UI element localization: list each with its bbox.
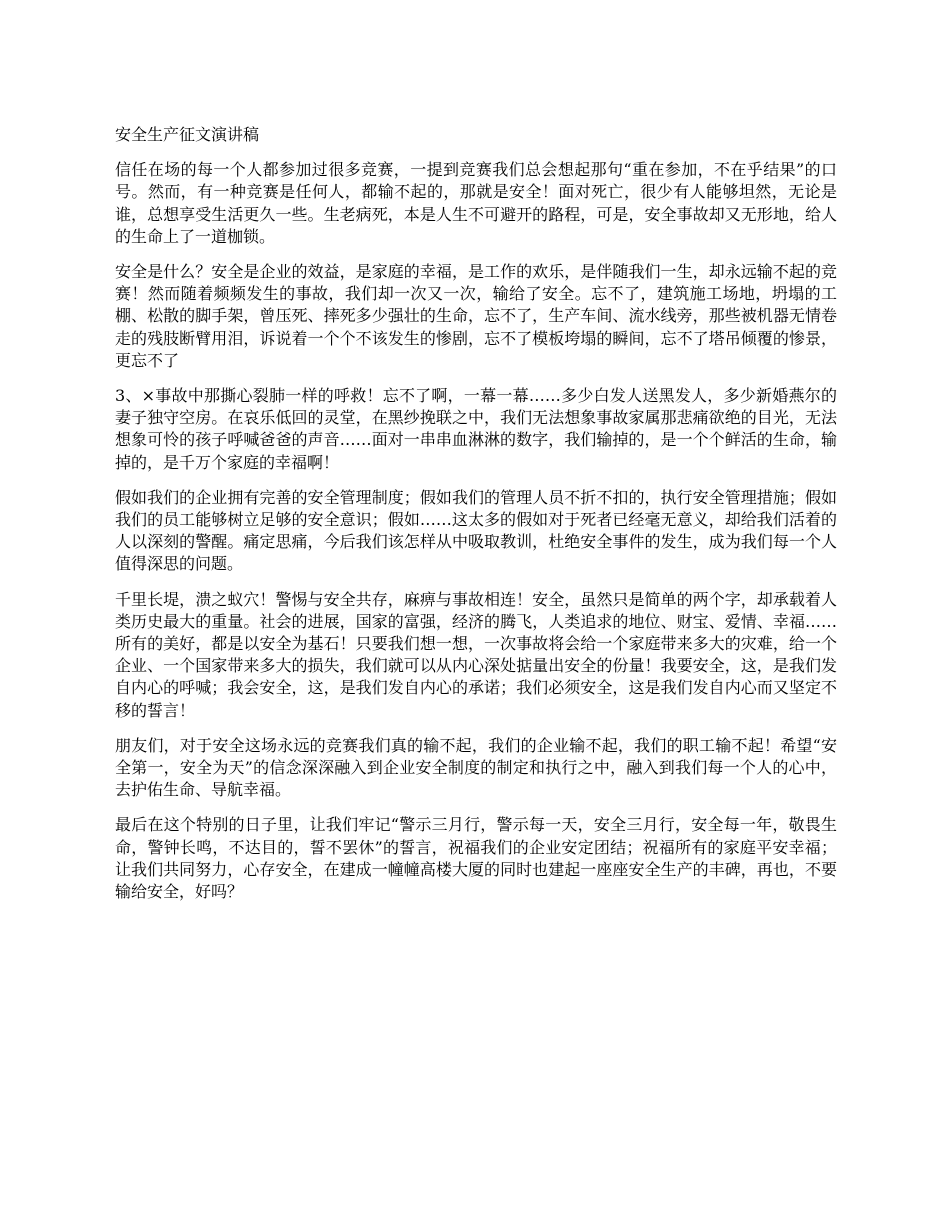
document-title: 安全生产征文演讲稿 bbox=[115, 125, 260, 144]
paragraph-2: 安全是什么？安全是企业的效益，是家庭的幸福，是工作的欢乐，是伴随我们一生，却永远输不起的竞赛！然而随着频频发生的事故，我们却一次又一次，输给了安全。忘不了，建筑施工场地，坍塌的工棚、松散的脚手架，曾压死、摔死多少强壮的生命，忘不了，生产车间、流水线旁，那些被机器无情卷走的残肢断臂用泪，诉说着一个个不该发生的惨剧，忘不了模板垮塌的瞬间，忘不了塔吊倾覆的惨景，更忘不了 bbox=[115, 262, 837, 370]
paragraph-4: 假如我们的企业拥有完善的安全管理制度；假如我们的管理人员不折不扣的，执行安全管理措施；假如我们的员工能够树立足够的安全意识；假如……这太多的假如对于死者已经毫无意义，却给我们活着的人以深刻的警醒。痛定思痛，今后我们该怎样从中吸取教训，杜绝安全事件的发生，成为我们每一个人值得深思的问题。 bbox=[115, 487, 837, 574]
document-body bbox=[115, 124, 837, 916]
paragraph-7: 最后在这个特别的日子里，让我们牢记“警示三月行，警示每一天，安全三月行，安全每一年，敬畏生命，警钟长鸣，不达目的，誓不罢休”的誓言，祝福我们的企业安定团结；祝福所有的家庭平安幸福；让我们共同努力，心存安全，在建成一幢幢高楼大厦的同时也建起一座座安全生产的丰碑，再也，不要输给安全，好吗？ bbox=[115, 815, 837, 902]
paragraph-5: 千里长堤，溃之蚁穴！警惕与安全共存，麻痹与事故相连！安全，虽然只是简单的两个字，却承载着人类历史最大的重量。社会的进展，国家的富强，经济的腾飞，人类追求的地位、财宝、爱情、幸福……所有的美好，都是以安全为基石！只要我们想一想，一次事故将会给一个家庭带来多大的灾难，给一个企业、一个国家带来多大的损失，我们就可以从内心深处掂量出安全的份量！我要安全，这，是我们发自内心的呼喊；我会安全，这，是我们发自内心的承诺；我们必须安全，这是我们发自内心而又坚定不移的誓言！ bbox=[115, 589, 837, 720]
paragraph-6: 朋友们，对于安全这场永远的竞赛我们真的输不起，我们的企业输不起，我们的职工输不起！希望“安全第一，安全为天”的信念深深融入到企业安全制度的制定和执行之中，融入到我们每一个人的心中，去护佑生命、导航幸福。 bbox=[115, 735, 837, 800]
paragraph-1: 信任在场的每一个人都参加过很多竞赛，一提到竞赛我们总会想起那句“重在参加，不在乎结果”的口号。然而，有一种竞赛是任何人，都输不起的，那就是安全！面对死亡，很少有人能够坦然，无论是谁，总想享受生活更久一些。生老病死，本是人生不可避开的路程，可是，安全事故却又无形地，给人的生命上了一道枷锁。 bbox=[115, 160, 837, 246]
paragraph-3: 3、×事故中那撕心裂肺一样的呼救！忘不了啊，一幕一幕……多少白发人送黑发人，多少新婚燕尔的妻子独守空房。在哀乐低回的灵堂，在黑纱挽联之中，我们无法想象事故家属那悲痛欲绝的目光，无法想象可怜的孩子呼喊爸爸的声音……面对一串串血淋淋的数字，我们输掉的，是一个个鲜活的生命，输掉的，是千万个家庭的幸福啊！ bbox=[115, 386, 837, 472]
